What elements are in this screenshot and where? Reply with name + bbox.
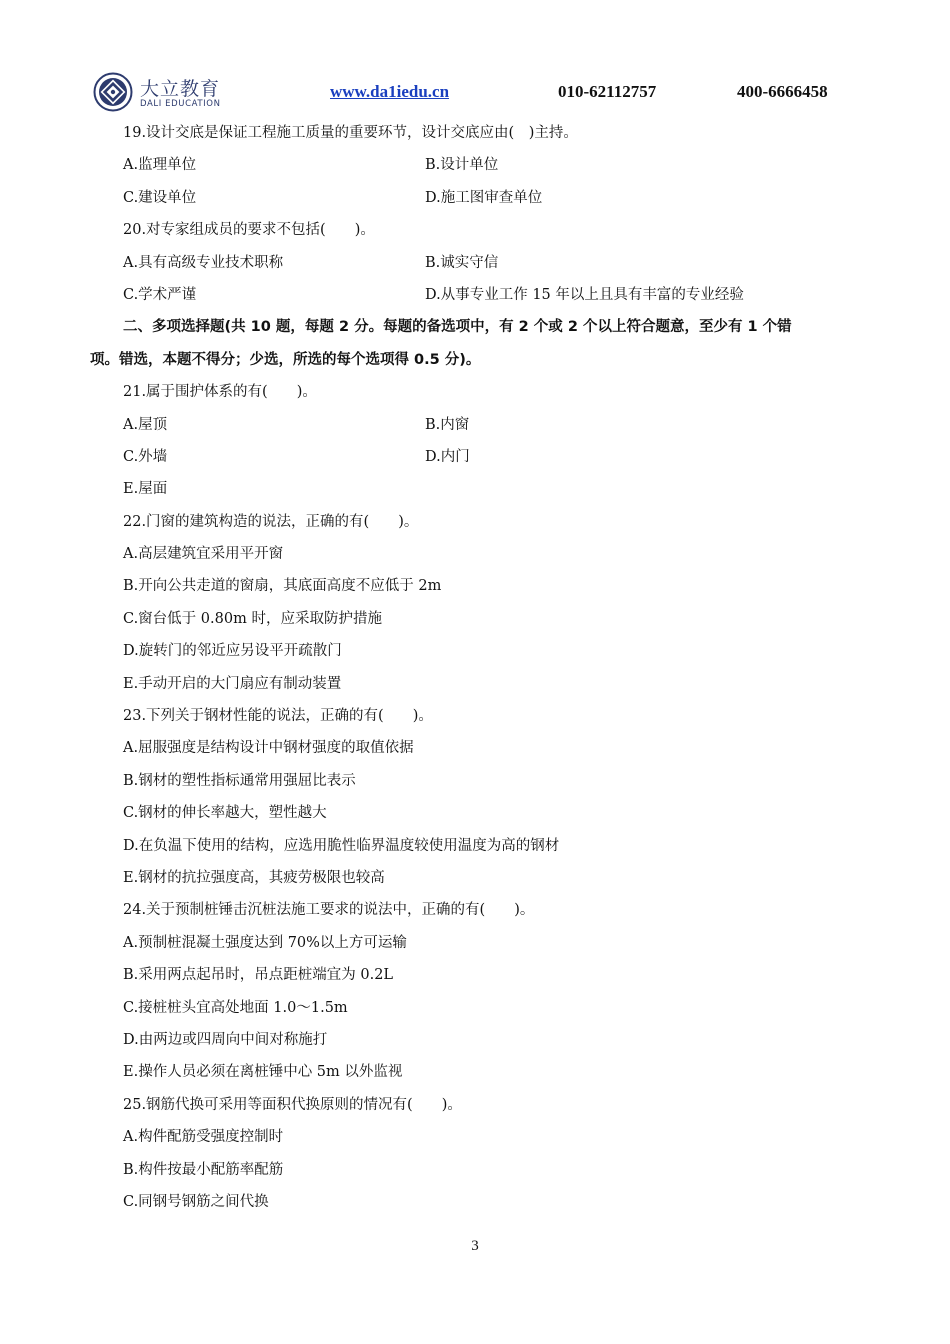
option-24-e: E.操作人员必须在离桩锤中心 5m 以外监视 [123,1064,403,1081]
logo-english-name: DALI EDUCATION [140,99,221,109]
question-21-options-cd [90,441,862,473]
option-19-a: A.监理单位 [123,157,197,174]
option-25-c: C.同钢号钢筋之间代换 [123,1193,269,1210]
option-20-b: B.诚实守信 [425,254,499,271]
option-22-b: B.开向公共走道的窗扇，其底面高度不应低于 2m [123,578,442,595]
option-23-e: E.钢材的抗拉强度高，其疲劳极限也较高 [123,869,385,886]
option-24-b: B.采用两点起吊时，吊点距桩端宜为 0.2L [123,967,394,984]
phone-number-2: 400-6666458 [737,82,828,101]
page-number: 3 [471,1238,479,1254]
question-24-stem: 24.关于预制桩锤击沉桩法施工要求的说法中，正确的有( )。 [123,902,535,919]
option-22-a: A.高层建筑宜采用平开窗 [123,546,284,563]
question-22-stem: 22.门窗的建筑构造的说法，正确的有( )。 [123,513,419,530]
section-2-heading-line2: 项。错选，本题不得分；少选，所选的每个选项得 0.5 分)。 [90,351,481,368]
question-20-stem: 20.对专家组成员的要求不包括( )。 [123,222,375,239]
option-21-b: B.内窗 [425,416,470,433]
option-22-e: E.手动开启的大门扇应有制动装置 [123,675,342,692]
option-23-a: A.屈服强度是结构设计中钢材强度的取值依据 [123,740,414,757]
question-19-stem: 19.设计交底是保证工程施工质量的重要环节，设计交底应由( )主持。 [123,125,578,141]
page-header [90,66,870,116]
option-21-e: E.屋面 [123,481,168,498]
option-23-c: C.钢材的伸长率越大，塑性越大 [123,805,327,822]
option-23-b: B.钢材的塑性指标通常用强屈比表示 [123,772,356,789]
option-19-b: B.设计单位 [425,157,499,174]
question-20-options-ab [90,247,862,279]
option-20-d: D.从事专业工作 15 年以上且具有丰富的专业经验 [425,286,744,303]
phone-number-1: 010-62112757 [558,82,657,101]
option-24-c: C.接桩桩头宜高处地面 1.0～1.5m [123,999,348,1016]
option-25-b: B.构件按最小配筋率配筋 [123,1161,284,1178]
website-link[interactable]: www.da1iedu.cn [330,82,450,101]
question-21-stem: 21.属于围护体系的有( )。 [123,384,317,401]
question-19-options-cd [90,182,862,214]
question-21-options-ab [90,409,862,441]
option-21-d: D.内门 [425,448,470,465]
option-22-d: D.旋转门的邻近应另设平开疏散门 [123,643,342,660]
logo-chinese-name: 大立教育 [140,78,221,100]
question-25-stem: 25.钢筋代换可采用等面积代换原则的情况有( )。 [123,1096,462,1113]
option-22-c: C.窗台低于 0.80m 时，应采取防护措施 [123,610,382,627]
exam-content [90,117,862,1218]
option-25-a: A.构件配筋受强度控制时 [123,1129,284,1146]
question-23-stem: 23.下列关于钢材性能的说法，正确的有( )。 [123,708,433,725]
question-20-options-cd [90,279,862,311]
option-19-c: C.建设单位 [123,189,197,206]
option-21-c: C.外墙 [123,448,168,465]
option-21-a: A.屋顶 [123,416,168,433]
option-20-c: C.学术严谨 [123,286,197,303]
option-24-d: D.由两边或四周向中间对称施打 [123,1031,328,1048]
question-19-options-ab [90,149,862,181]
dali-emblem-icon [93,72,133,112]
dali-logo [90,70,230,110]
section-2-heading-line1: 二、多项选择题(共 10 题，每题 2 分。每题的备选项中，有 2 个或 2 个以上符合题意，至少有 1 个错 [123,319,792,336]
option-23-d: D.在负温下使用的结构，应选用脆性临界温度较使用温度为高的钢材 [123,837,560,854]
option-24-a: A.预制桩混凝土强度达到 70%以上方可运输 [123,934,407,951]
option-19-d: D.施工图审查单位 [425,189,543,206]
option-20-a: A.具有高级专业技术职称 [123,254,284,271]
